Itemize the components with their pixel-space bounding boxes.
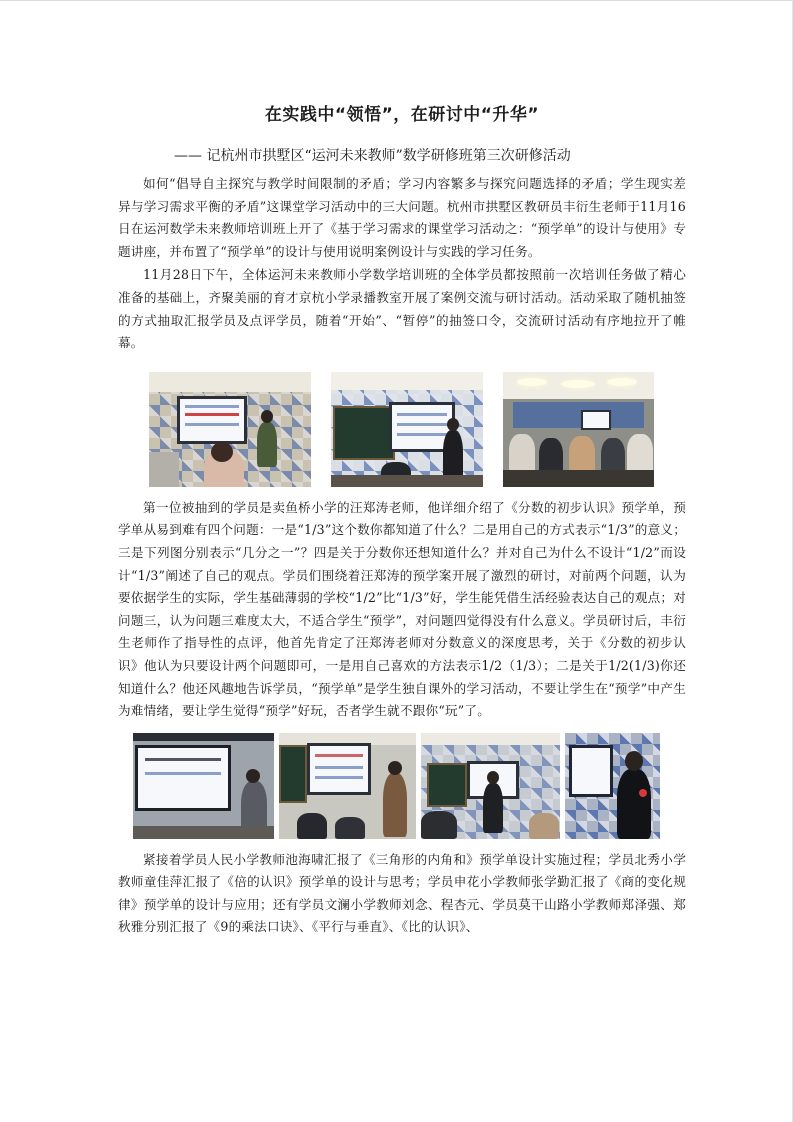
paragraph-intro: 如何“倡导自主探究与教学时间限制的矛盾；学习内容繁多与探究问题选择的矛盾；学生现实差异与学习需求平衡的矛盾”这课堂学习活动中的三大问题。杭州市拱墅区教研员丰衍生老师于11月16日在运河数学未来教师培训班上开了《基于学习需求的课堂学习活动之：“预学单”的设计与使用》专题讲座，并布置了“预学单”的设计与使用说明案例设计与实践的学习任务。 bbox=[118, 176, 686, 259]
photo-row-1 bbox=[149, 372, 686, 487]
photo-speaker-portrait bbox=[565, 733, 660, 839]
photo-row-2 bbox=[133, 733, 686, 839]
paragraph-other-presenters: 紧接着学员人民小学教师池海啸汇报了《三角形的内角和》预学单设计实施过程；学员北秀小学教师童佳萍汇报了《倍的认识》预学单的设计与思考；学员申花小学教师张学勤汇报了《商的变化规律》预学单的设计与应用；还有学员文澜小学教师刘念、程杏元、学员莫干山路小学教师郑泽强、郑秋雅分别汇报了《9的乘法口诀》、《平行与垂直》、《比的认识》、 bbox=[118, 851, 686, 935]
paragraph-activity: 11月28日下午，全体运河未来教师小学数学培训班的全体学员都按照前一次培训任务做了精心准备的基础上，齐聚美丽的育才京杭小学录播教室开展了案例交流与研讨活动。活动采取了随机抽签的方式抽取汇报学员及点评学员，随着“开始”、“暂停”的抽签口令，交流研讨活动有序地拉开了帷幕。 bbox=[118, 267, 686, 351]
photo-classroom-presentation bbox=[149, 372, 311, 487]
document-body bbox=[118, 100, 686, 939]
photo-teacher-at-board bbox=[331, 372, 483, 487]
photo-female-presenter bbox=[279, 733, 416, 839]
photo-presenter-slide bbox=[133, 733, 274, 839]
page-border-top bbox=[0, 0, 793, 1]
page-title: 在实践中“领悟”，在研讨中“升华” bbox=[264, 105, 540, 125]
page-subtitle: —— 记杭州市拱墅区“运河未来教师”数学研修班第三次研修活动 bbox=[174, 148, 571, 164]
paragraph-first-presenter: 第一位被抽到的学员是卖鱼桥小学的汪郑涛老师，他详细介绍了《分数的初步认识》预学单，预学单从易到难有四个问题：一是“1/3”这个数你都知道了什么？二是用自己的方式表示“1/3”的意义；三是下列图分别表示“几分之一”？四是关于分数你还想知道什么？并对自己为什么不设计“1/2”而设计“1/3”阐述了自己的观点。学员们围绕着汪郑涛的预学案开展了激烈的研讨，对前两个问题，认为要依据学生的实际，学生基础薄弱的学校“1/2”比“1/3”好，学生能凭借生活经验表达自己的观点；对问题三，认为问题三难度太大，不适合学生“预学”，对问题四觉得没有什么意义。学员研讨后，丰衍生老师作了指导性的点评，他首先肯定了汪郑涛老师对分数意义的深度思考，关于《分数的初步认识》他认为只要设计两个问题即可，一是用自己喜欢的方法表示1/2（1/3）；二是关于1/2(1/3)你还知道什么？他还风趣地告诉学员，“预学单”是学生独自课外的学习活动，不要让学生在“预学”中产生为难情绪，要让学生觉得“预学”好玩，否者学生就不跟你“玩”了。 bbox=[118, 499, 686, 719]
photo-male-presenter-board bbox=[421, 733, 560, 839]
photo-audience bbox=[503, 372, 654, 487]
